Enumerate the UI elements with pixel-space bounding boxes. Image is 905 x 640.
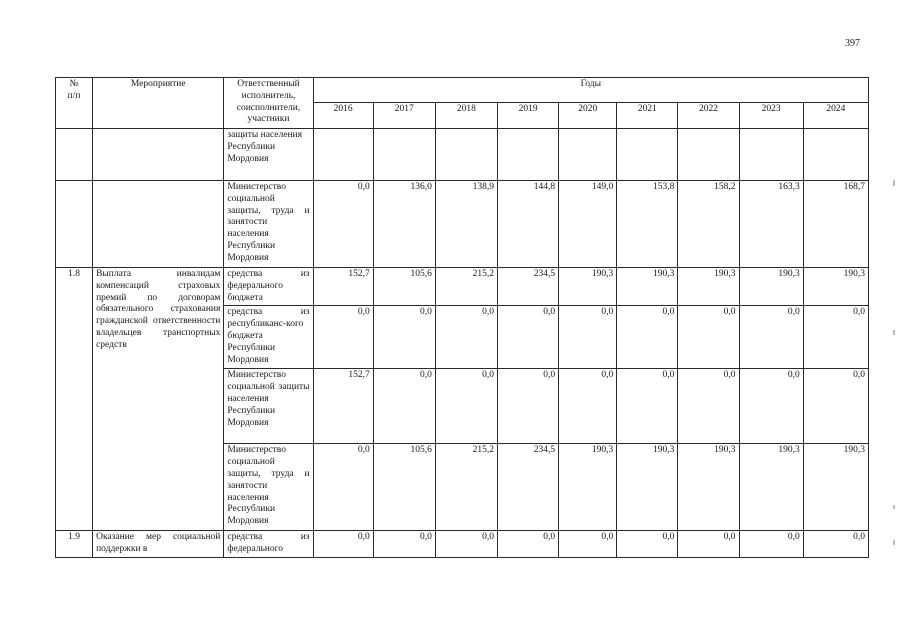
value-cell: 144,8	[498, 181, 559, 268]
item-event: Оказание мер социальной поддержки в	[93, 531, 224, 558]
responsible-cell: Министерство социальной защиты, труда и занятости населения Республики Мордовия	[224, 444, 313, 531]
value-cell: 152,7	[313, 268, 373, 306]
value-cell: 190,3	[617, 268, 678, 306]
value-cell: 0,0	[678, 306, 739, 369]
value-cell: 234,5	[498, 444, 559, 531]
value-cell: 190,3	[739, 444, 803, 531]
value-cell: 215,2	[435, 444, 497, 531]
value-cell: 105,6	[373, 444, 435, 531]
num-cell	[56, 129, 93, 181]
value-cell: 190,3	[559, 268, 617, 306]
scan-edge-mark	[893, 180, 895, 186]
value-cell: 0,0	[617, 531, 678, 558]
scan-edge-mark	[893, 330, 895, 335]
value-cell: 136,0	[373, 181, 435, 268]
value-cell: 190,3	[617, 444, 678, 531]
value-cell: 0,0	[617, 306, 678, 369]
value-cell: 0,0	[617, 369, 678, 444]
value-cell: 0,0	[739, 369, 803, 444]
value-cell: 0,0	[435, 531, 497, 558]
responsible-cell: Министерство социальной защиты, труда и занятости населения Республики Мордовия	[224, 181, 313, 268]
value-cell: 149,0	[559, 181, 617, 268]
value-cell: 190,3	[803, 268, 868, 306]
value-cell: 0,0	[803, 531, 868, 558]
value-cell: 0,0	[313, 444, 373, 531]
scan-edge-mark	[893, 540, 895, 545]
value-cell: 0,0	[313, 306, 373, 369]
table-row	[56, 531, 869, 558]
value-cell: 168,7	[803, 181, 868, 268]
scan-edge-mark	[893, 505, 895, 509]
value-cell: 0,0	[435, 369, 497, 444]
responsible-cell: Министерство социальной защиты населения Республики Мордовия	[224, 369, 313, 444]
value-cell: 0,0	[803, 306, 868, 369]
value-cell: 138,9	[435, 181, 497, 268]
value-cell: 0,0	[803, 369, 868, 444]
responsible-cell: защиты населения Республики Мордовия	[224, 129, 313, 181]
header-responsible: Ответственный исполнитель, соисполнители, участники	[224, 78, 313, 129]
value-cell: 153,8	[617, 181, 678, 268]
year-cell: 2018	[435, 103, 497, 129]
table-row	[56, 268, 869, 306]
value-cell: 0,0	[373, 306, 435, 369]
value-cell: 158,2	[678, 181, 739, 268]
value-cell: 234,5	[498, 268, 559, 306]
item-number: 1.9	[56, 531, 93, 558]
page-number: 397	[845, 38, 860, 49]
value-cell: 0,0	[498, 306, 559, 369]
value-cell: 215,2	[435, 268, 497, 306]
responsible-cell: средства из республиканс-кого бюджета Республики Мордовия	[224, 306, 313, 369]
year-cell: 2023	[739, 103, 803, 129]
table-row	[56, 181, 869, 268]
value-cell: 0,0	[498, 531, 559, 558]
header-num: № п/п	[56, 78, 93, 129]
header-years: Годы	[313, 78, 868, 103]
value-cell: 0,0	[435, 306, 497, 369]
value-cell: 190,3	[678, 444, 739, 531]
value-cell: 152,7	[313, 369, 373, 444]
header-event: Мероприятие	[93, 78, 224, 129]
header-row	[56, 78, 869, 103]
item-event: Выплата инвалидам компенсаций страховых премий по договорам обязательного страхования гражданской ответственности владельцев транспортных средств	[93, 268, 224, 531]
budget-table	[55, 77, 869, 558]
value-cell: 190,3	[559, 444, 617, 531]
value-cell: 0,0	[678, 531, 739, 558]
responsible-cell: средства из федерального бюджета	[224, 268, 313, 306]
table-row	[56, 129, 869, 181]
value-cell: 0,0	[739, 306, 803, 369]
value-cell: 0,0	[498, 369, 559, 444]
year-cell: 2020	[559, 103, 617, 129]
value-cell: 0,0	[559, 531, 617, 558]
event-cell	[93, 129, 224, 181]
year-cell: 2016	[313, 103, 373, 129]
value-cell: 0,0	[739, 531, 803, 558]
value-cell: 0,0	[559, 369, 617, 444]
item-number: 1.8	[56, 268, 93, 531]
value-cell: 190,3	[739, 268, 803, 306]
value-cell: 190,3	[678, 268, 739, 306]
value-cell: 163,3	[739, 181, 803, 268]
year-cell: 2021	[617, 103, 678, 129]
value-cell: 0,0	[678, 369, 739, 444]
value-cell: 0,0	[313, 181, 373, 268]
num-cell	[56, 181, 93, 268]
value-cell: 105,6	[373, 268, 435, 306]
value-cell: 190,3	[803, 444, 868, 531]
value-cell: 0,0	[559, 306, 617, 369]
year-cell: 2017	[373, 103, 435, 129]
value-cell: 0,0	[373, 531, 435, 558]
value-cell: 0,0	[373, 369, 435, 444]
year-cell: 2019	[498, 103, 559, 129]
year-cell: 2024	[803, 103, 868, 129]
event-cell	[93, 181, 224, 268]
value-cell: 0,0	[313, 531, 373, 558]
year-cell: 2022	[678, 103, 739, 129]
responsible-cell: средства из федерального	[224, 531, 313, 558]
